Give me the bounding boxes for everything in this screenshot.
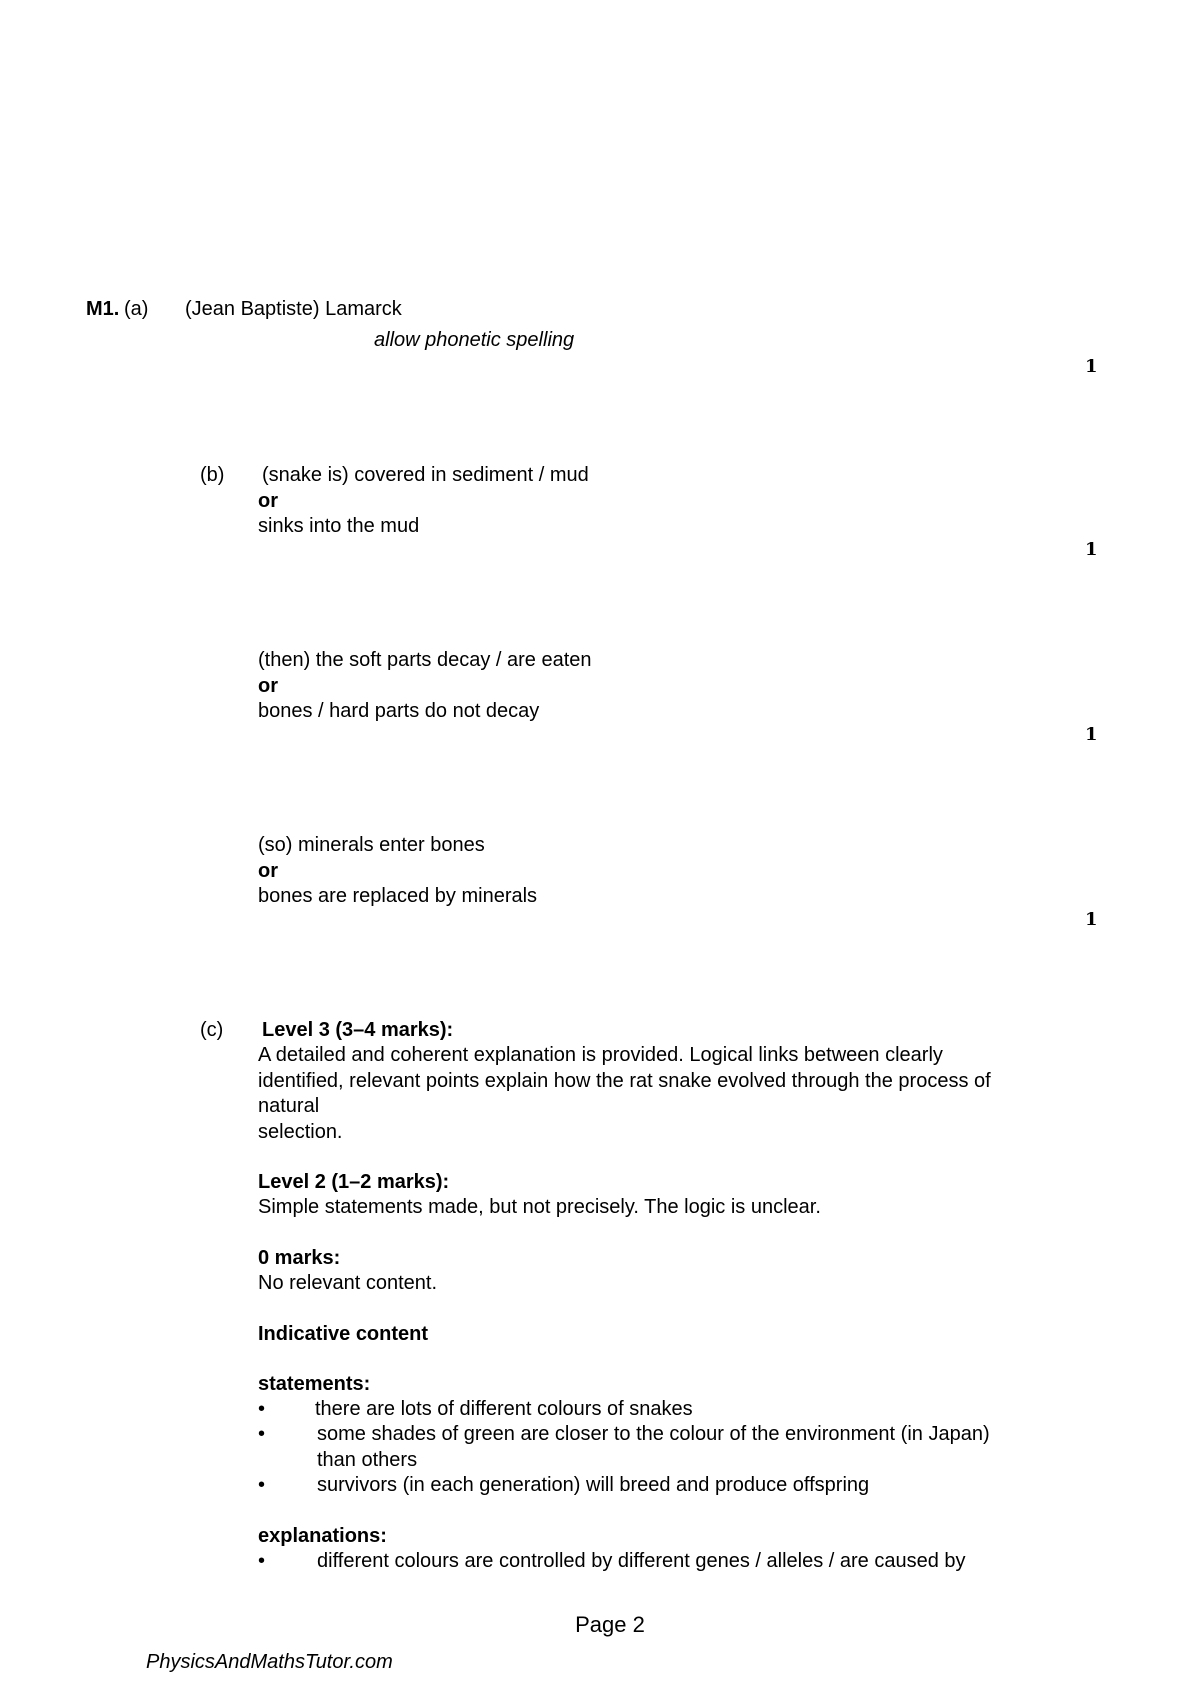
bullet-icon: •: [258, 1398, 266, 1420]
part-b-point-2-or: or: [258, 675, 278, 697]
level3-line-3: natural: [258, 1095, 320, 1117]
part-a-label: (a): [124, 298, 149, 320]
statement-1: there are lots of different colours of snakes: [315, 1398, 693, 1420]
part-b-point-1-line2: sinks into the mud: [258, 515, 420, 537]
part-b-point-3-or: or: [258, 860, 278, 882]
mark-b3: 1: [1085, 909, 1098, 930]
explanation-1: different colours are controlled by different genes / alleles / are caused by: [317, 1550, 966, 1572]
level2-text: Simple statements made, but not precisely. The logic is unclear.: [258, 1196, 821, 1218]
explanations-heading: explanations:: [258, 1525, 387, 1547]
bullet-icon: •: [258, 1474, 266, 1496]
statement-2-continued: than others: [317, 1449, 418, 1471]
level3-line-1: A detailed and coherent explanation is provided. Logical links between clearly: [258, 1044, 943, 1066]
zero-marks-text: No relevant content.: [258, 1272, 437, 1294]
mark-b2: 1: [1085, 724, 1098, 745]
part-a-guidance: allow phonetic spelling: [374, 329, 575, 351]
statements-heading: statements:: [258, 1373, 371, 1395]
statement-2: some shades of green are closer to the colour of the environment (in Japan): [317, 1423, 990, 1445]
part-c-label: (c): [200, 1019, 224, 1041]
part-b-point-1-line1: (snake is) covered in sediment / mud: [262, 464, 589, 486]
bullet-icon: •: [258, 1423, 266, 1445]
mark-a: 1: [1085, 356, 1098, 377]
part-b-point-3-line2: bones are replaced by minerals: [258, 885, 538, 907]
zero-marks-heading: 0 marks:: [258, 1247, 341, 1269]
level3-line-4: selection.: [258, 1121, 343, 1143]
part-b-label: (b): [200, 464, 225, 486]
part-b-point-1-or: or: [258, 490, 278, 512]
footer-site-name: PhysicsAndMathsTutor.com: [146, 1651, 393, 1673]
part-b-point-2-line2: bones / hard parts do not decay: [258, 700, 540, 722]
part-a-answer: (Jean Baptiste) Lamarck: [185, 298, 402, 320]
page-number: Page 2: [575, 1612, 645, 1637]
level3-heading: Level 3 (3–4 marks):: [262, 1019, 454, 1041]
part-b-point-2-line1: (then) the soft parts decay / are eaten: [258, 649, 592, 671]
bullet-icon: •: [258, 1550, 266, 1572]
statement-3: survivors (in each generation) will breed and produce offspring: [317, 1474, 870, 1496]
level3-line-2: identified, relevant points explain how the rat snake evolved through the process of: [258, 1070, 991, 1092]
mark-b1: 1: [1085, 539, 1098, 560]
indicative-content-heading: Indicative content: [258, 1323, 429, 1345]
level2-heading: Level 2 (1–2 marks):: [258, 1171, 450, 1193]
question-number: M1.: [86, 298, 120, 320]
part-b-point-3-line1: (so) minerals enter bones: [258, 834, 485, 856]
